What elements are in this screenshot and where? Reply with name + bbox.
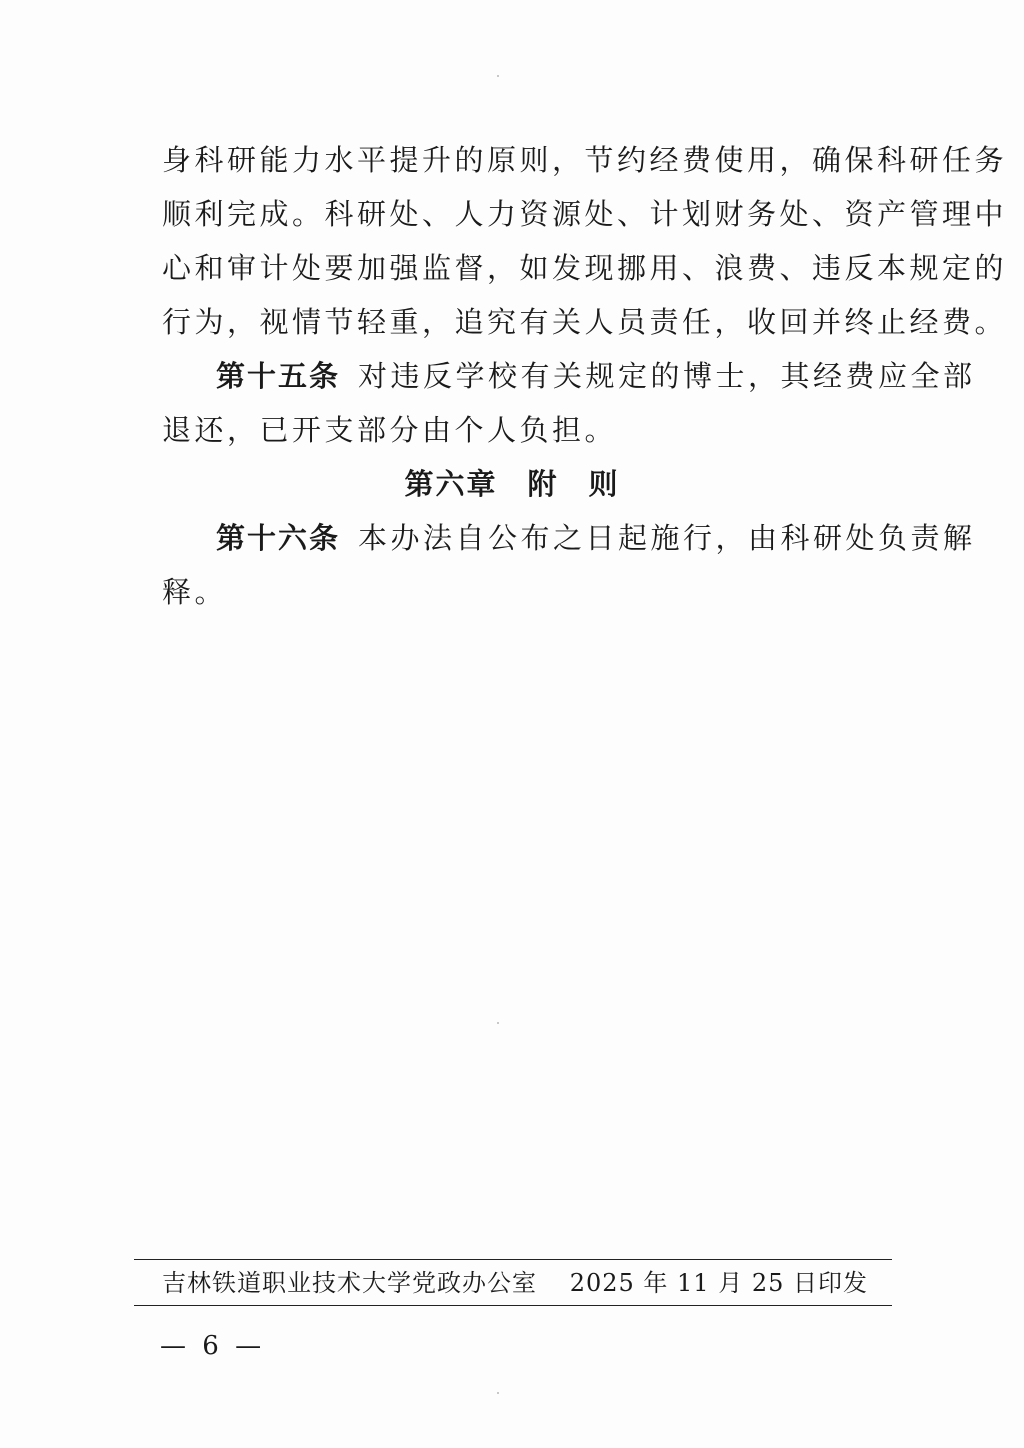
article-15-heading: 第十五条 [216,359,341,393]
article-16-text: 本办法自公布之日起施行，由科研处负责解 [358,521,976,555]
chapter-number: 第六章 [404,467,498,501]
scan-speck [497,75,499,77]
article-15-line-2: 退还，已开支部分由个人负担。 [162,413,618,447]
body-line-4: 行为，视情节轻重，追究有关人员责任，收回并终止经费。 [162,305,1008,339]
body-line-2: 顺利完成。科研处、人力资源处、计划财务处、资产管理中 [162,197,1008,231]
body-line-1: 身科研能力水平提升的原则，节约经费使用，确保科研任务 [162,143,1008,177]
article-16-line-1 [216,518,976,558]
chapter-title-char-2: 则 [588,467,620,501]
article-16-heading: 第十六条 [216,521,341,555]
chapter-title-char-1: 附 [527,467,559,501]
scan-speck [497,1022,499,1024]
footer-top-rule [134,1259,892,1260]
article-15-text: 对违反学校有关规定的博士，其经费应全部 [358,359,976,393]
page-number: — 6 — [160,1331,266,1361]
footer-bottom-rule [134,1305,892,1306]
scan-speck [497,1392,499,1394]
chapter-heading [0,464,1024,504]
footer-date: 2025 年 11 月 25 日印发 [569,1269,868,1297]
article-15-line-1 [216,356,976,396]
article-16-line-2: 释。 [162,575,228,609]
body-line-3: 心和审计处要加强监督，如发现挪用、浪费、违反本规定的 [162,251,1008,285]
footer-issuer: 吉林铁道职业技术大学党政办公室 [162,1269,537,1297]
